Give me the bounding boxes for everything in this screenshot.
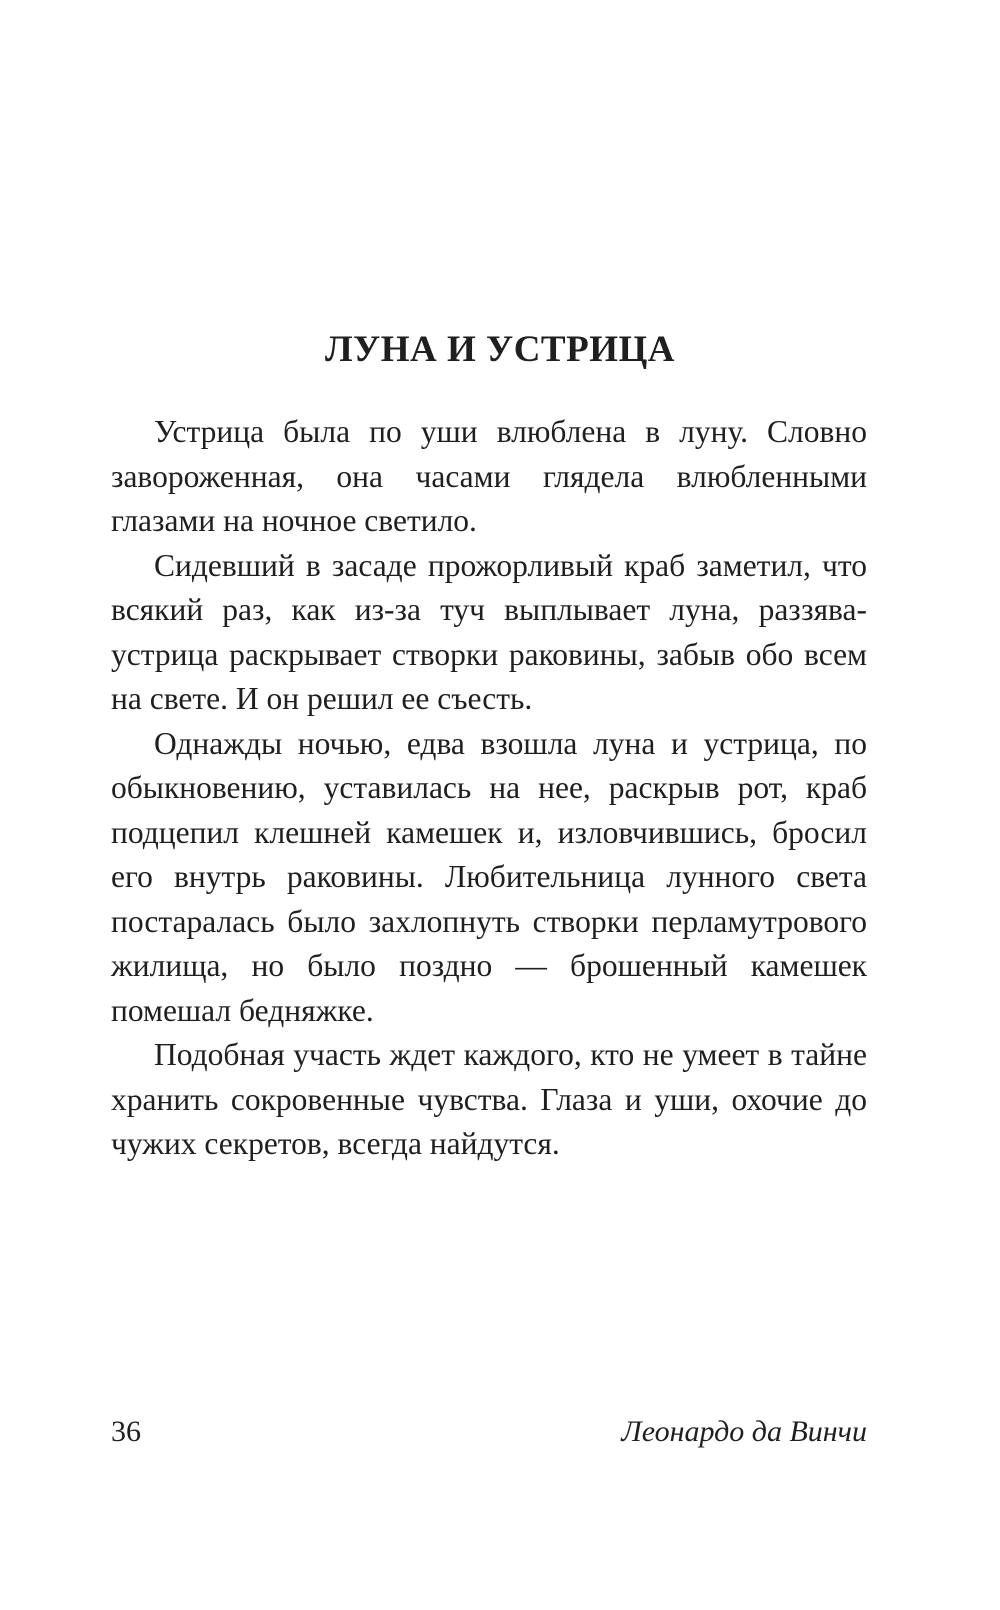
page-number: 36 xyxy=(111,1415,141,1448)
page-footer xyxy=(111,1410,867,1454)
paragraph-2: Сидевший в засаде прожорливый краб заметил, что всякий раз, как из-за туч выплывает луна, раззява-устрица раскрывает створки раковины, забыв обо всем на свете. И он решил ее съесть. xyxy=(111,547,867,716)
running-footer-author: Леонардо да Винчи xyxy=(621,1415,867,1448)
chapter-title: ЛУНА И УСТРИЦА xyxy=(325,329,675,370)
paragraph-4: Подобная участь ждет каждого, кто не умеет в тайне хранить сокровенные чувства. Глаза и уши, охочие до чужих секретов, всегда найдутся. xyxy=(111,1037,867,1161)
body-text xyxy=(111,410,867,1167)
paragraph-3: Однажды ночью, едва взошла луна и устрица, по обыкновению, уставилась на нее, раскрыв рот, краб подцепил клешней камешек и, изловчившись, бросил его внутрь раковины. Любительница лунного света постаралась было захлопнуть створки перламутрового жилища, но было поздно — брошенный камешек помешал бедняжке. xyxy=(111,725,867,1028)
paragraph-1: Устрица была по уши влюблена в луну. Словно завороженная, она часами глядела влюбленными глазами на ночное светило. xyxy=(111,414,867,538)
